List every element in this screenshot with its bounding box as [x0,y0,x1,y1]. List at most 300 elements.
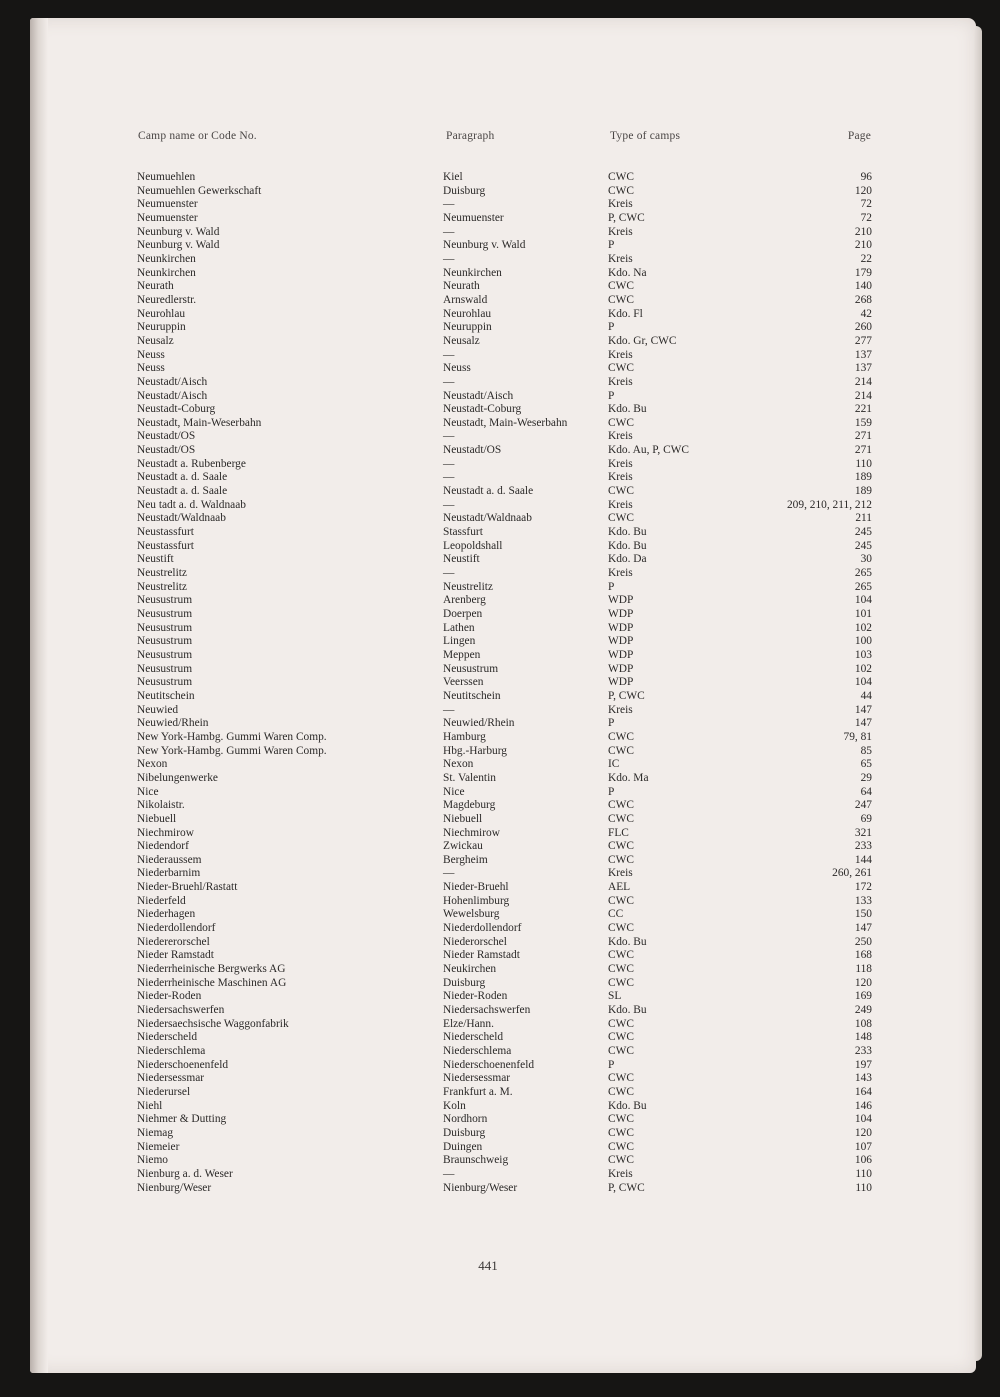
camp-type-cell: Kdo. Bu [608,539,647,552]
header-type-of-camps: Type of camps [610,130,681,142]
table-row [30,444,976,458]
camp-name-cell: Niehmer & Dutting [137,1113,227,1126]
table-row [30,171,976,185]
table-row [30,1059,976,1073]
camp-name-cell: Neusustrum [137,676,193,689]
camp-name-cell: Neustassfurt [137,526,194,539]
table-row [30,608,976,622]
camp-type-cell: SL [608,990,622,1003]
camp-type-cell: CWC [608,1126,634,1139]
table-row [30,198,976,212]
table-row [30,335,976,349]
camp-name-cell: Nieder-Roden [137,990,202,1003]
page-ref-cell: 102 [854,662,872,675]
paragraph-cell: — [443,198,455,211]
page-ref-cell: 104 [854,1113,872,1126]
camp-type-cell: FLC [608,826,629,839]
camp-type-cell: CWC [608,485,634,498]
page-ref-cell: 150 [854,908,872,921]
camp-name-cell: Neustrelitz [137,580,187,593]
page-ref-cell: 44 [860,689,872,702]
paragraph-cell: Hamburg [443,730,486,743]
page-ref-cell: 189 [854,485,872,498]
camp-type-cell: P, CWC [608,211,645,224]
page-ref-cell: 168 [854,949,872,962]
paragraph-cell: Neunkirchen [443,266,502,279]
paragraph-cell: — [443,252,455,265]
paragraph-cell: Veerssen [443,676,484,689]
camp-name-cell: Niemo [137,1154,169,1167]
camp-type-cell: P [608,239,615,252]
page-ref-cell: 100 [854,635,872,648]
camp-type-cell: Kreis [608,567,633,580]
camp-name-cell: Niederfeld [137,894,186,907]
camp-type-cell: WDP [608,608,634,620]
camp-type-cell: CWC [608,894,634,907]
camp-name-cell: Neustadt/Aisch [137,389,208,402]
page-ref-cell: 29 [860,771,872,784]
camp-name-cell: Neunburg v. Wald [137,239,220,252]
paragraph-cell: — [443,1167,455,1180]
table-row [30,799,976,813]
camp-name-cell: Niedendorf [137,840,189,853]
page-number: 441 [478,1258,498,1273]
camp-name-cell: Neunburg v. Wald [137,225,220,238]
camp-type-cell: CWC [608,1031,634,1044]
camp-name-cell: Neustadt a. Rubenberge [137,457,246,470]
table-row [30,1127,976,1141]
camp-name-cell: Neumuehlen Gewerkschaft [137,184,262,197]
table-row [30,1154,976,1168]
camp-type-cell: Kreis [608,348,633,361]
camp-type-cell: P [608,785,615,798]
paragraph-cell: Wewelsburg [443,908,500,921]
camp-name-cell: Niederdollendorf [137,922,216,935]
page-ref-cell: 233 [854,1045,872,1057]
camp-name-cell: Niederscheld [137,1031,198,1044]
table-row [30,949,976,963]
camp-type-cell: CWC [608,1154,634,1167]
page-ref-cell: 85 [860,744,872,757]
table-row [30,430,976,444]
camp-type-cell: CWC [608,949,634,962]
page-ref-cell: 137 [854,362,872,375]
camp-name-cell: Neusustrum [137,635,193,648]
table-row [30,226,976,240]
page-ref-cell: 144 [854,853,872,866]
paragraph-cell: Neunburg v. Wald [443,239,526,252]
table-row [30,867,976,881]
camp-name-cell: Nibelungenwerke [137,771,218,784]
table-row [30,185,976,199]
camp-name-cell: Neurohlau [137,307,186,320]
paragraph-cell: Neuruppin [443,321,492,334]
camp-type-cell: Kreis [608,375,633,388]
paragraph-cell: — [443,348,455,361]
paragraph-cell: Niechmirow [443,826,500,839]
camp-type-cell: IC [608,758,620,771]
page-ref-cell: 143 [854,1072,872,1085]
camp-name-cell: Nikolaistr. [137,799,185,812]
camp-name-cell: Niehl [137,1099,163,1112]
camp-type-cell: CWC [608,171,634,183]
camp-type-cell: Kdo. Gr, CWC [608,334,677,347]
camp-name-cell: Neustadt/Aisch [137,375,208,388]
camp-type-cell: CWC [608,293,634,306]
paragraph-cell: Stassfurt [443,526,483,539]
table-row [30,635,976,649]
camp-name-cell: Neusustrum [137,608,193,620]
paragraph-cell: Braunschweig [443,1154,509,1167]
page-ref-cell: 120 [854,1126,872,1139]
header-page: Page [847,130,871,142]
paragraph-cell: Zwickau [443,840,483,853]
table-row [30,895,976,909]
camp-name-cell: Nieder-Bruehl/Rastatt [137,881,238,894]
camp-type-cell: WDP [608,621,634,634]
table-row [30,758,976,772]
table-row [30,731,976,745]
paragraph-cell: Nieder Ramstadt [443,949,520,962]
table-row [30,294,976,308]
camp-type-cell: CWC [608,730,634,743]
camp-name-cell: Neurath [137,280,174,293]
table-row [30,581,976,595]
camp-name-cell: Nice [137,785,159,798]
camp-type-cell: WDP [608,676,634,689]
camp-type-cell: Kreis [608,457,633,470]
table-row [30,540,976,554]
camp-type-cell: CWC [608,280,634,293]
page-ref-cell: 102 [854,621,872,634]
page-ref-cell: 233 [854,840,872,853]
paragraph-cell: — [443,375,455,388]
camp-type-cell: CWC [608,1140,634,1153]
page-ref-cell: 247 [854,799,872,812]
paragraph-cell: Nice [443,785,465,798]
table-row [30,854,976,868]
paragraph-cell: Neusalz [443,334,480,347]
paragraph-cell: Kiel [443,171,463,183]
paragraph-cell: Neustadt a. d. Saale [443,485,534,498]
camp-type-cell: CWC [608,1085,634,1098]
page-ref-cell: 249 [854,1004,872,1017]
camp-name-cell: Neuwied/Rhein [137,717,209,730]
paragraph-cell: Niebuell [443,812,483,825]
camp-type-cell: Kreis [608,252,633,265]
camp-name-cell: Neustadt, Main-Weserbahn [137,416,262,429]
camp-name-cell: Niederhagen [137,908,196,921]
paragraph-cell: Niederscheld [443,1031,504,1044]
camp-type-cell: WDP [608,662,634,675]
camp-name-cell: Niemag [137,1126,174,1139]
camp-name-cell: Neustadt/OS [137,430,196,443]
table-row [30,1100,976,1114]
table-row [30,922,976,936]
page-ref-cell: 137 [854,348,872,361]
camp-name-cell: Neusustrum [137,648,193,661]
page-ref-cell: 96 [860,171,872,183]
page-ref-cell: 214 [854,389,872,402]
table-row [30,321,976,335]
camp-name-cell: Niederschlema [137,1045,206,1057]
camp-name-cell: Neustrelitz [137,567,187,580]
paragraph-cell: Leopoldshall [443,539,503,552]
page-ref-cell: 64 [860,785,872,798]
camp-type-cell: CWC [608,1045,634,1057]
paragraph-cell: Koln [443,1099,466,1112]
table-row [30,1168,976,1182]
camp-type-cell: CWC [608,799,634,812]
page-ref-cell: 120 [854,184,872,197]
table-row [30,553,976,567]
page-ref-cell: 72 [860,211,872,224]
camp-type-cell: Kreis [608,703,633,716]
paragraph-cell: Neustrelitz [443,580,493,593]
page-ref-cell: 265 [854,580,872,593]
camp-name-cell: Neustassfurt [137,539,194,552]
page-ref-cell: 106 [854,1154,872,1167]
table-row [30,813,976,827]
page-ref-cell: 250 [854,935,872,948]
table-row [30,977,976,991]
paragraph-cell: Neumuenster [443,211,504,224]
page-ref-cell: 42 [860,307,872,320]
camp-type-cell: Kdo. Na [608,266,647,279]
paragraph-cell: — [443,225,455,238]
table-row [30,1086,976,1100]
page-ref-cell: 268 [854,293,872,306]
page-ref-cell: 210 [854,225,872,238]
page-ref-cell: 79, 81 [843,730,872,743]
camp-type-cell: P [608,1058,615,1071]
camp-type-cell: CWC [608,184,634,197]
camp-type-cell: CWC [608,976,634,989]
camp-type-cell: P [608,580,615,593]
paragraph-cell: Doerpen [443,608,483,620]
camp-type-cell: Kreis [608,471,633,484]
table-row [30,417,976,431]
camp-type-cell: P, CWC [608,1181,645,1194]
camp-index-table [30,171,976,1195]
table-row [30,676,976,690]
page-ref-cell: 321 [854,826,872,839]
paragraph-cell: — [443,703,455,716]
camp-name-cell: Niemeier [137,1140,180,1153]
page-ref-cell: 211 [855,512,872,525]
paragraph-cell: Neuwied/Rhein [443,717,515,730]
camp-name-cell: Neusustrum [137,621,193,634]
paragraph-cell: Lingen [443,635,476,648]
paragraph-cell: Niederorschel [443,935,507,948]
table-row [30,390,976,404]
camp-name-cell: New York-Hambg. Gummi Waren Comp. [137,744,327,757]
camp-type-cell: Kdo. Bu [608,935,647,948]
paragraph-cell: Neukirchen [443,963,497,976]
table-row [30,1018,976,1032]
camp-type-cell: Kreis [608,498,633,511]
table-row [30,280,976,294]
page-ref-cell: 107 [854,1140,872,1153]
page-ref-cell: 104 [854,594,872,607]
table-row [30,990,976,1004]
camp-name-cell: Neustift [137,553,174,566]
camp-type-cell: AEL [608,881,631,894]
paragraph-cell: Duisburg [443,184,486,197]
camp-type-cell: Kdo. Bu [608,1099,647,1112]
table-row [30,376,976,390]
book-page [30,18,976,1373]
table-row [30,594,976,608]
table-row [30,403,976,417]
camp-type-cell: P [608,717,615,730]
camp-name-cell: Niederaussem [137,853,202,866]
paragraph-cell: Duisburg [443,1126,486,1139]
table-row [30,239,976,253]
page-ref-cell: 265 [854,567,872,580]
page-ref-cell: 277 [854,334,872,347]
camp-name-cell: Neuredlerstr. [137,293,197,306]
camp-type-cell: CWC [608,963,634,976]
camp-type-cell: Kreis [608,1167,633,1180]
camp-type-cell: CWC [608,1017,634,1030]
camp-name-cell: Neustadt-Coburg [137,403,216,416]
paragraph-cell: — [443,498,455,511]
page-ref-cell: 164 [854,1085,872,1098]
page-ref-cell: 179 [854,266,872,279]
camp-name-cell: Niedersachswerfen [137,1004,225,1017]
camp-type-cell: Kreis [608,430,633,443]
table-row [30,963,976,977]
paragraph-cell: Duisburg [443,976,486,989]
paragraph-cell: Niederschoenenfeld [443,1058,535,1071]
table-row [30,1004,976,1018]
camp-name-cell: Nienburg a. d. Weser [137,1167,233,1180]
camp-name-cell: Neusustrum [137,594,193,607]
table-row [30,936,976,950]
table-row [30,1141,976,1155]
camp-name-cell: Niedersessmar [137,1072,205,1085]
page-ref-cell: 147 [854,703,872,716]
page-ref-cell: 260, 261 [832,867,872,880]
camp-type-cell: Kdo. Bu [608,1004,647,1017]
page-ref-cell: 148 [854,1031,872,1044]
camp-name-cell: Neustadt/OS [137,444,196,457]
camp-type-cell: P [608,389,615,402]
paragraph-cell: Frankfurt a. M. [443,1085,513,1098]
table-row [30,1031,976,1045]
page-ref-cell: 245 [854,526,872,539]
camp-type-cell: CWC [608,840,634,853]
paragraph-cell: Niedersachswerfen [443,1004,531,1017]
paragraph-cell: Duingen [443,1140,483,1153]
paragraph-cell: Hbg.-Harburg [443,744,508,757]
camp-name-cell: Niechmirow [137,826,194,839]
table-row [30,485,976,499]
paragraph-cell: Hohenlimburg [443,894,510,907]
camp-type-cell: Kdo. Bu [608,403,647,416]
table-row [30,704,976,718]
header-camp-name: Camp name or Code No. [138,130,257,142]
paragraph-cell: Lathen [443,621,475,634]
table-row [30,362,976,376]
paragraph-cell: Niederdollendorf [443,922,522,935]
table-row [30,458,976,472]
paragraph-cell: Neuss [443,362,471,375]
page-ref-cell: 69 [860,812,872,825]
camp-name-cell: New York-Hambg. Gummi Waren Comp. [137,730,327,743]
table-row [30,1045,976,1059]
camp-type-cell: CWC [608,922,634,935]
page-ref-cell: 197 [854,1058,872,1071]
paragraph-cell: Meppen [443,648,481,661]
paragraph-cell: Neustadt/OS [443,444,502,457]
page-ref-cell: 169 [854,990,872,1003]
camp-name-cell: Niedererorschel [137,935,210,948]
camp-type-cell: CC [608,908,624,921]
camp-name-cell: Nexon [137,758,168,771]
table-row [30,526,976,540]
page-ref-cell: 72 [860,198,872,211]
paragraph-cell: Bergheim [443,853,488,866]
camp-type-cell: Kdo. Bu [608,526,647,539]
page-ref-cell: 104 [854,676,872,689]
table-row [30,1182,976,1196]
paragraph-cell: Nordhorn [443,1113,488,1126]
page-ref-cell: 147 [854,922,872,935]
paragraph-cell: Nieder-Bruehl [443,881,509,894]
page-ref-cell: 146 [854,1099,872,1112]
table-row [30,1113,976,1127]
camp-name-cell: Niederrheinische Maschinen AG [137,976,287,989]
page-ref-cell: 140 [854,280,872,293]
paragraph-cell: Arnswald [443,293,488,306]
camp-name-cell: Neusalz [137,334,174,347]
camp-type-cell: Kdo. Ma [608,771,649,784]
page-ref-cell: 147 [854,717,872,730]
camp-name-cell: Niederschoenenfeld [137,1058,229,1071]
camp-name-cell: Neuss [137,362,165,375]
table-row [30,663,976,677]
paragraph-cell: Neurohlau [443,307,492,320]
paragraph-cell: — [443,430,455,443]
page-ref-cell: 110 [855,457,872,470]
camp-name-cell: Neusustrum [137,662,193,675]
paragraph-cell: Neurath [443,280,480,293]
camp-name-cell: Neumuenster [137,211,198,224]
table-row [30,908,976,922]
camp-name-cell: Neustadt a. d. Saale [137,485,228,498]
page-ref-cell: 189 [854,471,872,484]
paragraph-cell: Neutitschein [443,689,501,702]
paragraph-cell: Niederschlema [443,1045,512,1057]
camp-type-cell: Kdo. Fl [608,307,643,320]
paragraph-cell: Niedersessmar [443,1072,511,1085]
page-ref-cell: 271 [854,430,872,443]
table-row [30,471,976,485]
paragraph-cell: Nienburg/Weser [443,1181,518,1194]
camp-name-cell: Neuss [137,348,165,361]
table-row [30,253,976,267]
paragraph-cell: Arenberg [443,594,486,607]
camp-name-cell: Neunkirchen [137,252,196,265]
paragraph-cell: — [443,471,455,484]
page-ref-cell: 214 [854,375,872,388]
camp-type-cell: CWC [608,1072,634,1085]
camp-type-cell: Kdo. Au, P, CWC [608,444,690,457]
camp-type-cell: CWC [608,812,634,825]
table-row [30,349,976,363]
